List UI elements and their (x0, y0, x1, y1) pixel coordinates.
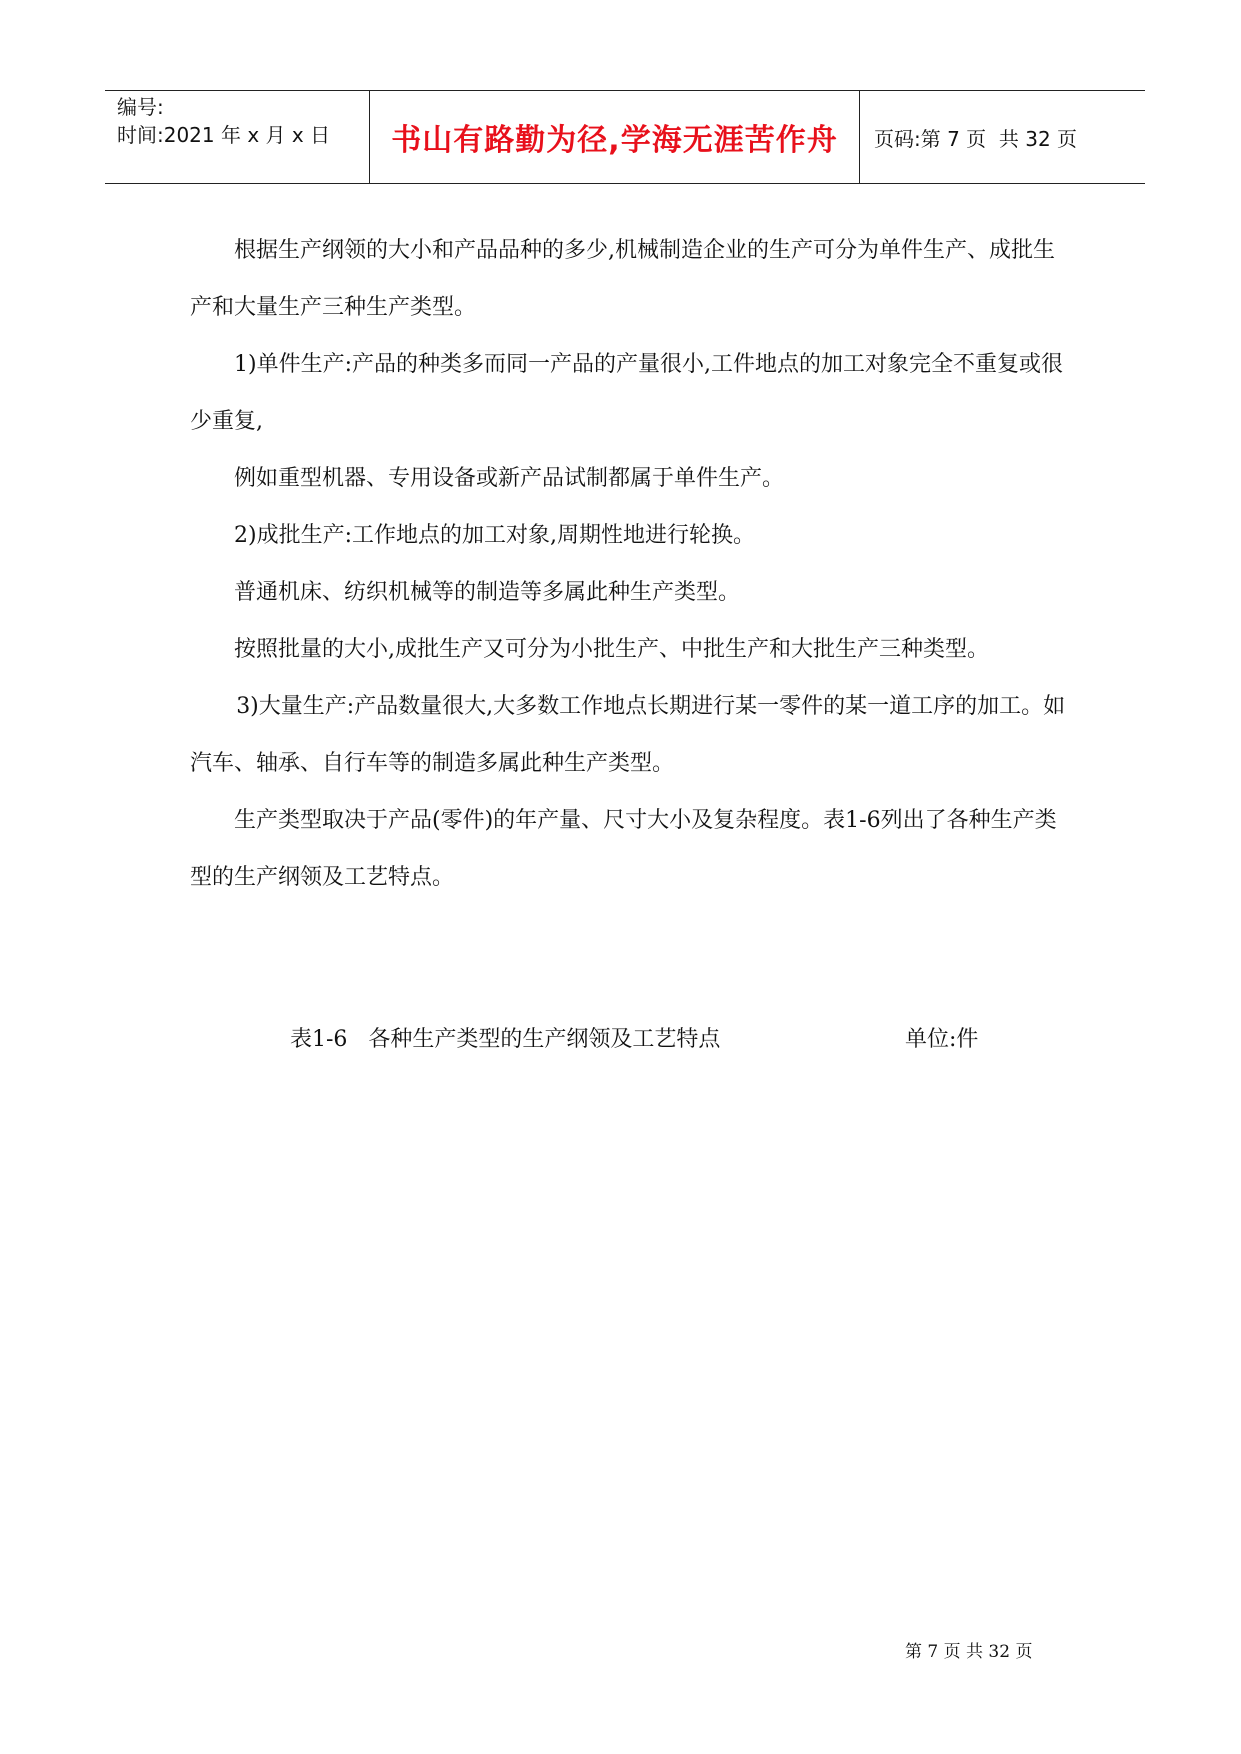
paragraph: 按照批量的大小,成批生产又可分为小批生产、中批生产和大批生产三种类型。 (234, 637, 989, 662)
table-caption: 表1-6 各种生产类型的生产纲领及工艺特点 (290, 1027, 721, 1052)
paragraph: 生产类型取决于产品(零件)的年产量、尺寸大小及复杂程度。表1-6列出了各种生产类型的生产纲领及工艺特点。 (190, 808, 1057, 890)
code-label: 编号: (117, 95, 164, 119)
page-footer: 第 7 页 共 32 页 (905, 1642, 1033, 1662)
header-meta (105, 91, 370, 183)
paragraph: 例如重型机器、专用设备或新产品试制都属于单件生产。 (234, 466, 785, 491)
header-page-info (860, 91, 1145, 183)
time-label: 时间:2021 年 x 月 x 日 (117, 123, 331, 147)
paragraph: 普通机床、纺织机械等的制造等多属此种生产类型。 (234, 580, 741, 605)
document-body (190, 222, 1070, 906)
header-motto: 书山有路勤为径,学海无涯苦作舟 (370, 91, 860, 183)
page-info-text: 页码:第 7 页 共 32 页 (874, 126, 1078, 151)
paragraph: 1)单件生产:产品的种类多而同一产品的产量很小,工件地点的加工对象完全不重复或很少重复, (190, 352, 1063, 434)
paragraph: 根据生产纲领的大小和产品品种的多少,机械制造企业的生产可分为单件生产、成批生产和大量生产三种生产类型。 (190, 238, 1055, 320)
paragraph: 2)成批生产:工作地点的加工对象,周期性地进行轮换。 (234, 523, 755, 548)
paragraph: 3)大量生产:产品数量很大,大多数工作地点长期进行某一零件的某一道工序的加工。如汽车、轴承、自行车等的制造多属此种生产类型。 (190, 694, 1066, 776)
page-header (105, 90, 1145, 184)
table-unit: 单位:件 (905, 1027, 979, 1052)
